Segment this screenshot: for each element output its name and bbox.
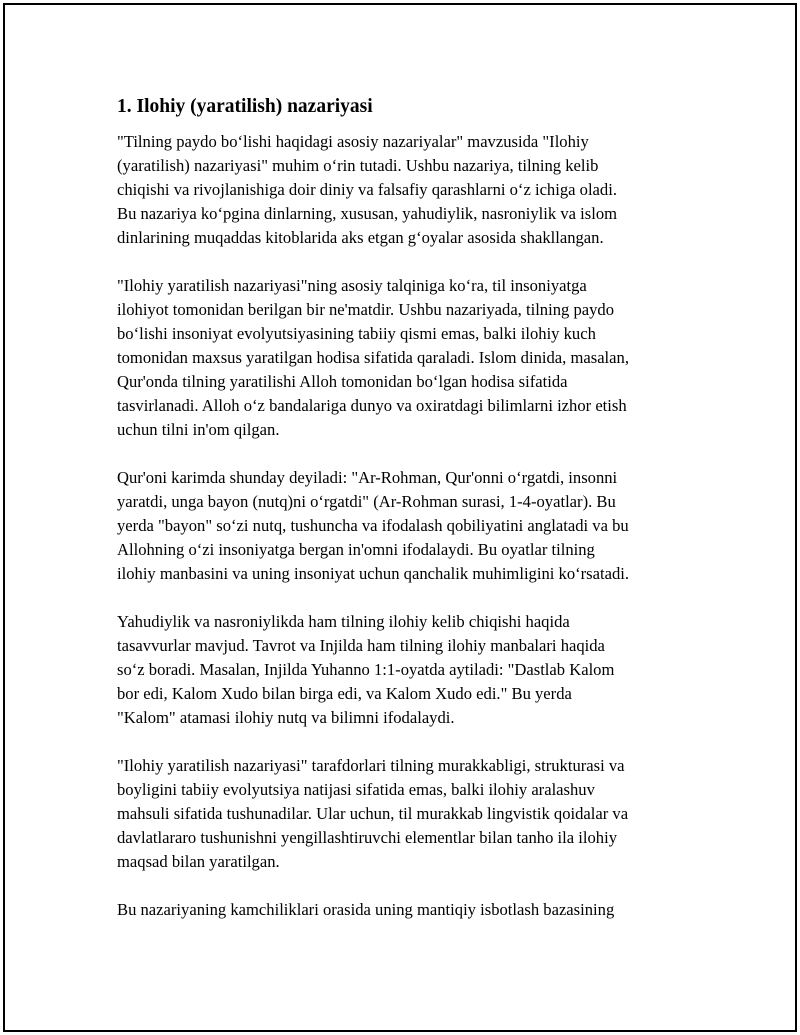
paragraph xyxy=(117,898,689,922)
paragraph-line: dinlarining muqaddas kitoblarida aks etgan g‘oyalar asosida shakllangan. xyxy=(117,228,604,247)
paragraph-line: Bu nazariya ko‘pgina dinlarning, xususan, yahudiylik, nasroniylik va islom xyxy=(117,204,618,223)
paragraph-line: "Kalom" atamasi ilohiy nutq va bilimni ifodalaydi. xyxy=(117,708,455,727)
paragraph-line: chiqishi va rivojlanishiga doir diniy va falsafiy qarashlarni o‘z ichiga oladi. xyxy=(117,180,617,199)
paragraph-line: ilohiy manbasini va uning insoniyat uchun qanchalik muhimligini ko‘rsatadi. xyxy=(117,564,630,583)
paragraph xyxy=(117,130,689,250)
section-heading: 1. Ilohiy (yaratilish) nazariyasi xyxy=(117,96,373,117)
paragraph-line: boyligini tabiiy evolyutsiya natijasi sifatida emas, balki ilohiy aralashuv xyxy=(117,780,595,799)
paragraph-line: ilohiyot tomonidan berilgan bir ne'matdir. Ushbu nazariyada, tilning paydo xyxy=(117,300,615,319)
paragraph-line: bo‘lishi insoniyat evolyutsiyasining tabiiy qismi emas, balki ilohiy kuch xyxy=(117,324,596,343)
paragraph-line: "Ilohiy yaratilish nazariyasi" tarafdorlari tilning murakkabligi, strukturasi va xyxy=(117,756,625,775)
paragraph-line: bor edi, Kalom Xudo bilan birga edi, va Kalom Xudo edi." Bu yerda xyxy=(117,684,572,703)
paragraph-list xyxy=(117,130,689,922)
paragraph xyxy=(117,466,689,586)
paragraph-line: Qur'onda tilning yaratilishi Alloh tomonidan bo‘lgan hodisa sifatida xyxy=(117,372,568,391)
paragraph-line: yaratdi, unga bayon (nutq)ni o‘rgatdi" (Ar-Rohman surasi, 1-4-oyatlar). Bu xyxy=(117,492,616,511)
paragraph-line: (yaratilish) nazariyasi" muhim o‘rin tutadi. Ushbu nazariya, tilning kelib xyxy=(117,156,599,175)
paragraph xyxy=(117,754,689,874)
paragraph-line: "Ilohiy yaratilish nazariyasi"ning asosiy talqiniga ko‘ra, til insoniyatga xyxy=(117,276,587,295)
paragraph-line: Bu nazariyaning kamchiliklari orasida uning mantiqiy isbotlash bazasining xyxy=(117,900,615,919)
paragraph-line: yerda "bayon" so‘zi nutq, tushuncha va ifodalash qobiliyatini anglatadi va bu xyxy=(117,516,629,535)
paragraph-line: "Tilning paydo bo‘lishi haqidagi asosiy nazariyalar" mavzusida "Ilohiy xyxy=(117,132,589,151)
paragraph-line: maqsad bilan yaratilgan. xyxy=(117,852,280,871)
paragraph-line: mahsuli sifatida tushunadilar. Ular uchun, til murakkab lingvistik qoidalar va xyxy=(117,804,629,823)
paragraph-line: tomonidan maxsus yaratilgan hodisa sifatida qaraladi. Islom dinida, masalan, xyxy=(117,348,629,367)
paragraph-line: uchun tilni in'om qilgan. xyxy=(117,420,280,439)
paragraph-line: tasavvurlar mavjud. Tavrot va Injilda ham tilning ilohiy manbalari haqida xyxy=(117,636,605,655)
document-body xyxy=(117,94,689,946)
paragraph-line: Qur'oni karimda shunday deyiladi: "Ar-Rohman, Qur'onni o‘rgatdi, insonni xyxy=(117,468,618,487)
paragraph xyxy=(117,274,689,442)
paragraph-line: Allohning o‘zi insoniyatga bergan in'omni ifodalaydi. Bu oyatlar tilning xyxy=(117,540,595,559)
paragraph-line: davlatlararo tushunishni yengillashtiruvchi elementlar bilan tanho ila ilohiy xyxy=(117,828,617,847)
paragraph-line: Yahudiylik va nasroniylikda ham tilning ilohiy kelib chiqishi haqida xyxy=(117,612,570,631)
paragraph xyxy=(117,610,689,730)
paragraph-line: tasvirlanadi. Alloh o‘z bandalariga dunyo va oxiratdagi bilimlarni izhor etish xyxy=(117,396,627,415)
paragraph-line: so‘z boradi. Masalan, Injilda Yuhanno 1:1-oyatda aytiladi: "Dastlab Kalom xyxy=(117,660,615,679)
